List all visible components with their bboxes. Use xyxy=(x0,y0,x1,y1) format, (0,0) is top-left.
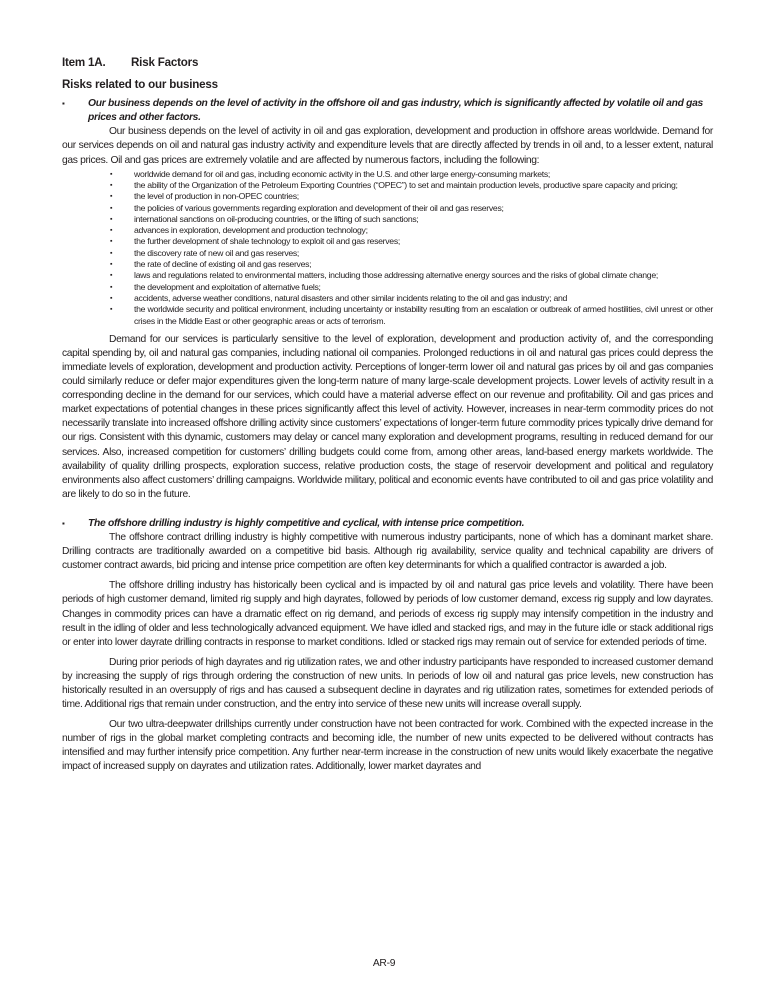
risk-title xyxy=(62,517,713,531)
bullet-square-icon: ▪ xyxy=(110,283,113,291)
list-item: ▪ the ability of the Organization of the Petroleum Exporting Countries (“OPEC”) to set and maintain production levels, productive spare capacity and pricing; xyxy=(110,179,678,190)
bullet-square-icon: ▪ xyxy=(110,261,113,269)
bullet-square-icon: ▪ xyxy=(110,227,113,235)
bullet-square-icon: ▪ xyxy=(62,99,65,109)
list-item: ▪ advances in exploration, development and production technology; xyxy=(110,225,368,236)
page-number: AR-9 xyxy=(372,958,396,969)
list-item: ▪ worldwide demand for oil and gas, including economic activity in the U.S. and other large energy-consuming markets; xyxy=(110,168,551,179)
paragraph: The offshore contract drilling industry is highly competitive with numerous industry participants, none of which has a dominant market share. Drilling contracts are traditionally awarded on a competitive bid basis. Although rig availability, service quality and technical capability are drivers of customer contract awards, bid pricing and intense price competition are often key determinants for which a qualified contractor is awarded a job. xyxy=(62,532,713,572)
item-title: Risk Factors xyxy=(131,56,199,69)
bullet-square-icon: ▪ xyxy=(110,249,113,257)
list-item: ▪ the policies of various governments regarding exploration and development of their oil and gas reserves; xyxy=(110,202,504,213)
bullet-square-icon: ▪ xyxy=(110,181,113,189)
list-item: ▪ laws and regulations related to environmental matters, including those addressing alternative energy sources and the risks of global climate change; xyxy=(110,270,658,281)
bullet-square-icon: ▪ xyxy=(110,204,113,212)
risk-title-text: Our business depends on the level of activity in the offshore oil and gas industry, which is significantly affected by volatile oil and gas prices and other factors. xyxy=(88,98,703,124)
bullet-square-icon: ▪ xyxy=(110,170,113,178)
paragraph: Our business depends on the level of activity in oil and gas exploration, development and production in offshore areas worldwide. Demand for our services depends on oil and natural gas industry activity and expenditure levels that are directly affected by trends in oil and, to a lesser extent, natural gas prices. Oil and gas prices are extremely volatile and are affected by numerous factors, including the following: xyxy=(62,126,713,166)
bullet-square-icon: ▪ xyxy=(110,193,113,201)
bullet-square-icon: ▪ xyxy=(110,272,113,280)
list-item: ▪ the level of production in non-OPEC countries; xyxy=(110,191,299,202)
paragraph: Our two ultra-deepwater drillships currently under construction have not been contracted for work. Combined with the expected increase in the number of rigs in the global market completing contracts and becoming idle, the number of new units expected to be delivered without contracts has intensified and may further intensify price competition. Any further near-term increase in the construction of new units would likely exacerbate the negative impact of increased supply on dayrates and utilization rates. Additionally, lower market dayrates and xyxy=(62,719,713,773)
bullet-square-icon: ▪ xyxy=(110,294,113,302)
paragraph: Demand for our services is particularly sensitive to the level of exploration, development and production activity of, and the corresponding capital spending by, oil and natural gas companies, including national oil companies. Prolonged reductions in oil and natural gas prices could depress the immediate levels of exploration, development and production activity. Perceptions of longer-term lower oil and natural gas prices by oil and gas companies could similarly reduce or defer major expenditures given the long-term nature of many large-scale development projects. Lower levels of activity result in a corresponding decline in the demand for our services, which could have a material adverse effect on our revenue and profitability. Oil and gas prices and market expectations of potential changes in these prices significantly affect this level of activity. However, increases in near-term commodity prices do not necessarily translate into increased offshore drilling activity since customers’ expectations of longer-term future commodity prices typically drive demand for our rigs. Consistent with this dynamic, customers may delay or cancel many exploration and development programs, resulting in reduced demand for our services. Also, increased competition for customers’ drilling budgets could come from, among other areas, land-based energy markets worldwide. The availability of quality drilling prospects, exploration success, relative production costs, the stage of reservoir development and political and regulatory environments also affect customers’ drilling campaigns. Worldwide military, political and economic events have contributed to oil and gas price volatility and are likely to do so in the future. xyxy=(62,333,713,500)
list-item: ▪ the development and exploitation of alternative fuels; xyxy=(110,281,321,292)
paragraph: The offshore drilling industry has historically been cyclical and is impacted by oil and natural gas price levels and volatility. There have been periods of high customer demand, limited rig supply and high dayrates, followed by periods of low customer demand, excess rig supply and low dayrates. Changes in commodity prices can have a dramatic effect on rig demand, and periods of excess rig supply may intensify competition in the industry and result in the idling of older and less technologically advanced equipment. We have idled and stacked rigs, and may in the future idle or stack additional rigs or enter into lower dayrate drilling contracts in response to market conditions. Idled or stacked rigs may remain out of service for extended periods of time. xyxy=(62,580,713,648)
risk-factor xyxy=(62,97,713,502)
document-page xyxy=(62,56,713,775)
list-item: ▪ the rate of decline of existing oil and gas reserves; xyxy=(110,259,312,270)
paragraph: During prior periods of high dayrates and rig utilization rates, we and other industry participants have responded to increased customer demand by increasing the supply of rigs through ordering the construction of new units. In periods of low oil and natural gas price levels, new construction has historically resulted in an oversupply of rigs and has caused a subsequent decline in dayrates and rig utilization rates, sometimes for extended periods of time. Additional rigs that remain under construction, and the entry into service of these new units will increase overall supply. xyxy=(62,656,713,711)
risk-title-text: The offshore drilling industry is highly competitive and cyclical, with intense price competition. xyxy=(88,517,525,529)
risk-factor xyxy=(62,517,713,775)
item-number: Item 1A. xyxy=(62,56,106,69)
list-item: ▪ the further development of shale technology to exploit oil and gas reserves; xyxy=(110,236,400,247)
list-item: ▪ international sanctions on oil-producing countries, or the lifting of such sanctions; xyxy=(110,213,419,224)
list-item: ▪ accidents, adverse weather conditions, natural disasters and other similar incidents relating to the oil and gas industry; and xyxy=(110,292,568,303)
section-heading: Risks related to our business xyxy=(62,78,218,92)
factor-list xyxy=(62,169,713,327)
item-heading xyxy=(62,56,713,70)
bullet-square-icon: ▪ xyxy=(110,215,113,223)
bullet-square-icon: ▪ xyxy=(110,306,113,314)
list-item: ▪ the discovery rate of new oil and gas reserves; xyxy=(110,247,300,258)
bullet-square-icon: ▪ xyxy=(110,238,113,246)
risk-title xyxy=(62,97,713,125)
bullet-square-icon: ▪ xyxy=(62,518,65,528)
list-item: ▪ the worldwide security and political environment, including uncertainty or instability resulting from an escalation or outbreak of armed hostilities, civil unrest or other crises in the Middle East or other geographic areas or acts of terrorism. xyxy=(110,304,713,326)
